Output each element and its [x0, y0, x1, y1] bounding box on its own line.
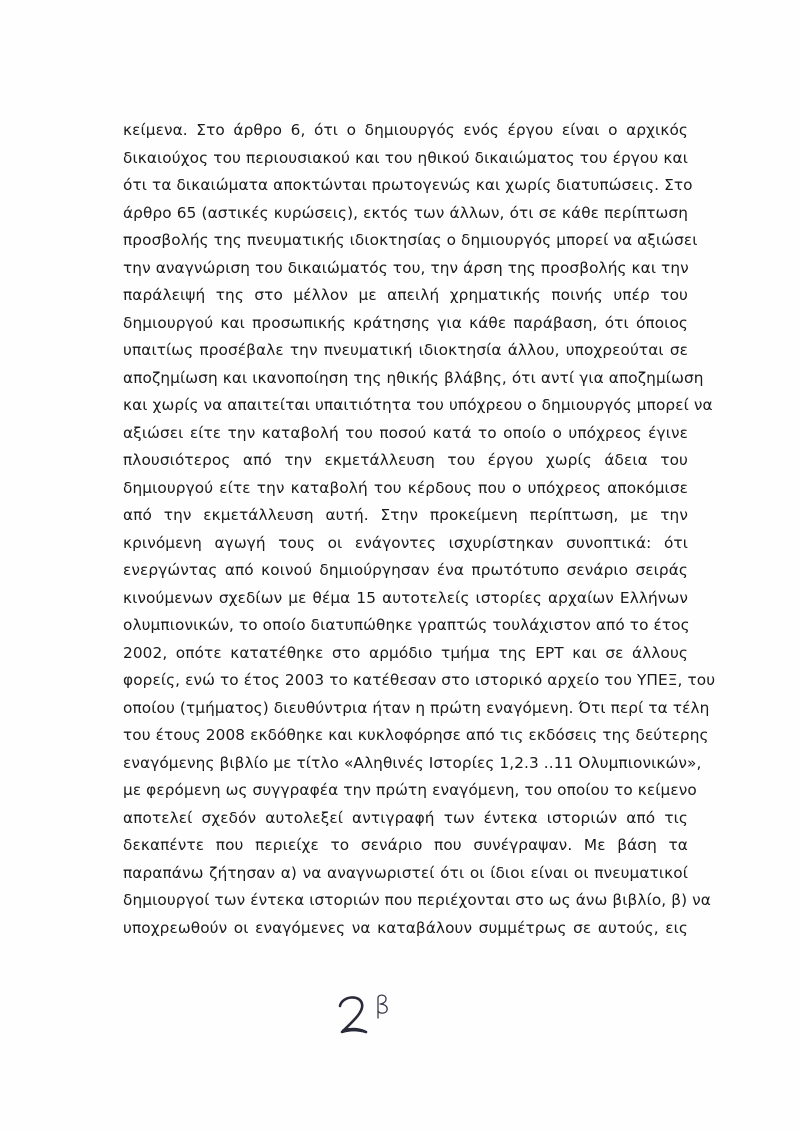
- text-line: παραπάνω ζήτησαν α) να αναγνωριστεί ότι οι ίδιοι είναι οι πνευματικοί: [123, 863, 688, 882]
- text-line: υποχρεωθούν οι εναγόμενες να καταβάλουν συμμέτρως σε αυτούς, εις: [123, 918, 688, 937]
- text-line: πλουσιότερος από την εκμετάλλευση του έργου χωρίς άδεια του: [123, 451, 688, 469]
- text-line: την αναγνώριση του δικαιώματός του, την άρση της προσβολής και την: [123, 258, 689, 277]
- handwritten-page-number: [334, 992, 404, 1042]
- text-line: δεκαπέντε που περιείχε το σενάριο που συνέγραψαν. Με βάση τα: [123, 836, 688, 854]
- handwritten-page-number-glyph: [334, 992, 404, 1042]
- text-line: κείμενα. Στο άρθρο 6, ότι ο δημιουργός ενός έργου είναι ο αρχικός: [123, 121, 688, 139]
- text-line: άρθρο 65 (αστικές κυρώσεις), εκτός των άλλων, ότι σε κάθε περίπτωση: [123, 203, 688, 222]
- text-line: δημιουργού και προσωπικής κράτησης για κάθε παράβαση, ότι όποιος: [123, 313, 688, 332]
- text-line: εναγόμενης βιβλίο με τίτλο «Αληθινές Ιστορίες 1,2.3 ..11 Ολυμπιονικών»,: [123, 753, 702, 772]
- text-line: αποζημίωση και ικανοποίηση της ηθικής βλάβης, ότι αντί για αποζημίωση: [123, 368, 704, 387]
- text-line: φορείς, ενώ το έτος 2003 το κατέθεσαν στο ιστορικό αρχείο του ΥΠΕΞ, του: [123, 671, 716, 689]
- text-line: με φερόμενη ως συγγραφέα την πρώτη εναγόμενη, του οποίου το κείμενο: [123, 781, 697, 799]
- text-line: αξιώσει είτε την καταβολή του ποσού κατά το οποίο ο υπόχρεος έγινε: [123, 423, 688, 442]
- body-text: [123, 117, 716, 942]
- text-line: 2002, οπότε κατατέθηκε στο αρμόδιο τμήμα της ΕΡΤ και σε άλλους: [123, 643, 688, 662]
- text-line: ενεργώντας από κοινού δημιούργησαν ένα πρωτότυπο σενάριο σειράς: [123, 561, 688, 579]
- text-line: ολυμπιονικών, το οποίο διατυπώθηκε γραπτώς τουλάχιστον από το έτος: [123, 616, 690, 634]
- text-line: από την εκμετάλλευση αυτή. Στην προκείμενη περίπτωση, με την: [123, 506, 688, 524]
- text-line: αποτελεί σχεδόν αυτολεξεί αντιγραφή των έντεκα ιστοριών από τις: [123, 808, 688, 827]
- text-line: υπαιτίως προσέβαλε την πνευματική ιδιοκτησία άλλου, υποχρεούται σε: [123, 341, 688, 359]
- text-line: του έτους 2008 εκδόθηκε και κυκλοφόρησε από τις εκδόσεις της δεύτερης: [123, 726, 709, 744]
- text-line: δημιουργοί των έντεκα ιστοριών που περιέχονται στο ως άνω βιβλίο, β) να: [123, 891, 711, 909]
- text-line: ότι τα δικαιώματα αποκτώνται πρωτογενώς και χωρίς διατυπώσεις. Στο: [123, 176, 693, 194]
- text-line: οποίου (τμήματος) διευθύντρια ήταν η πρώτη εναγόμενη. Ότι περί τα τέλη: [123, 698, 710, 717]
- text-line: κρινόμενη αγωγή τους οι ενάγοντες ισχυρίστηκαν συνοπτικά: ότι: [123, 533, 688, 552]
- text-line: δημιουργού είτε την καταβολή του κέρδους που ο υπόχρεος αποκόμισε: [123, 478, 688, 497]
- text-line: δικαιούχος του περιουσιακού και του ηθικού δικαιώματος του έργου και: [123, 148, 688, 167]
- text-line: και χωρίς να απαιτείται υπαιτιότητα του υπόχρεου ο δημιουργός μπορεί να: [123, 396, 713, 414]
- text-line: παράλειψή της στο μέλλον με απειλή χρηματικής ποινής υπέρ του: [123, 286, 688, 304]
- text-line: κινούμενων σχεδίων με θέμα 15 αυτοτελείς ιστορίες αρχαίων Ελλήνων: [123, 588, 688, 607]
- text-line: προσβολής της πνευματικής ιδιοκτησίας ο δημιουργός μπορεί να αξιώσει: [123, 231, 698, 249]
